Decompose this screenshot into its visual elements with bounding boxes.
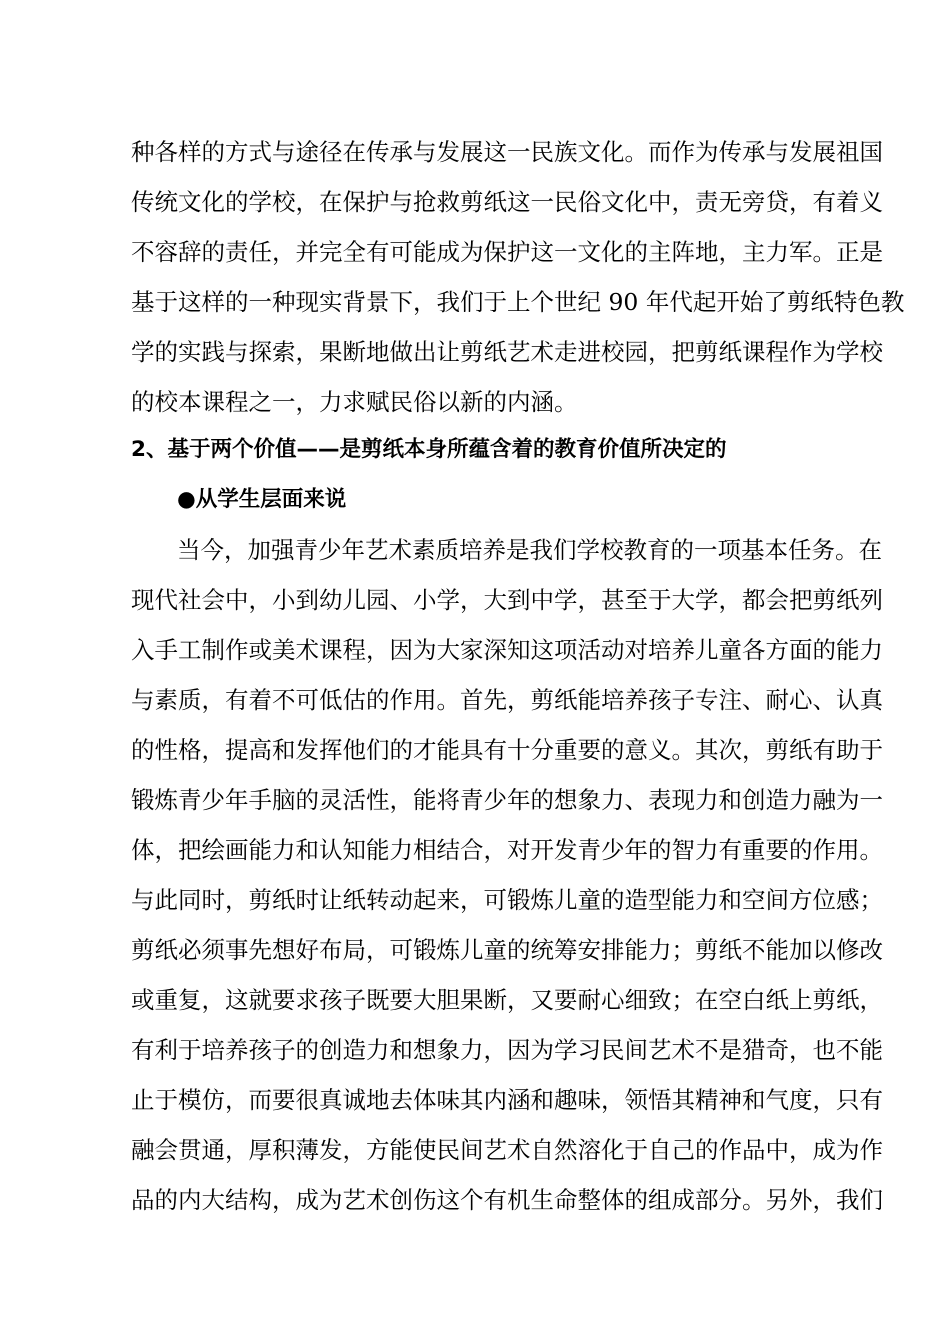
paragraph-line: 不容辞的责任，并完全有可能成为保护这一文化的主阵地，主力军。正是: [131, 238, 883, 266]
paragraph-line: 有利于培养孩子的创造力和想象力，因为学习民间艺术不是猎奇，也不能: [131, 1036, 883, 1064]
sub-heading: ●从学生层面来说: [177, 487, 347, 512]
paragraph-line: 融会贯通，厚积薄发，方能使民间艺术自然溶化于自己的作品中，成为作: [131, 1136, 883, 1164]
paragraph-line: 学的实践与探索，果断地做出让剪纸艺术走进校园，把剪纸课程作为学校: [131, 338, 883, 366]
paragraph-line: 现代社会中，小到幼儿园、小学，大到中学，甚至于大学，都会把剪纸列: [131, 586, 883, 614]
paragraph-line: 种各样的方式与途径在传承与发展这一民族文化。而作为传承与发展祖国: [131, 138, 883, 166]
paragraph-line: 与此同时，剪纸时让纸转动起来，可锻炼儿童的造型能力和空间方位感；: [131, 886, 883, 914]
paragraph-line: 或重复，这就要求孩子既要大胆果断，又要耐心细致；在空白纸上剪纸，: [131, 986, 883, 1014]
paragraph-line: 基于这样的一种现实背景下，我们于上个世纪 90 年代起开始了剪纸特色教: [131, 288, 905, 316]
paragraph-line: 品的内大结构，成为艺术创伤这个有机生命整体的组成部分。另外，我们: [131, 1186, 883, 1214]
paragraph-line: 的性格，提高和发挥他们的才能具有十分重要的意义。其次，剪纸有助于: [131, 736, 883, 764]
paragraph-line: 与素质，有着不可低估的作用。首先，剪纸能培养孩子专注、耐心、认真: [131, 686, 883, 714]
paragraph-line: 传统文化的学校，在保护与抢救剪纸这一民俗文化中，责无旁贷，有着义: [131, 188, 883, 216]
paragraph-line: 体，把绘画能力和认知能力相结合，对开发青少年的智力有重要的作用。: [131, 836, 883, 864]
paragraph-line: 的校本课程之一，力求赋民俗以新的内涵。: [131, 388, 578, 416]
paragraph-line: 剪纸必须事先想好布局，可锻炼儿童的统筹安排能力；剪纸不能加以修改: [131, 936, 883, 964]
paragraph-line: 当今，加强青少年艺术素质培养是我们学校教育的一项基本任务。在: [177, 536, 882, 564]
paragraph-line: 锻炼青少年手脑的灵活性，能将青少年的想象力、表现力和创造力融为一: [131, 786, 883, 814]
paragraph-line: 止于模仿，而要很真诚地去体味其内涵和趣味，领悟其精神和气度，只有: [131, 1086, 883, 1114]
section-heading: 2、基于两个价值——是剪纸本身所蕴含着的教育价值所决定的: [131, 437, 727, 462]
paragraph-line: 入手工制作或美术课程，因为大家深知这项活动对培养儿童各方面的能力: [131, 636, 883, 664]
